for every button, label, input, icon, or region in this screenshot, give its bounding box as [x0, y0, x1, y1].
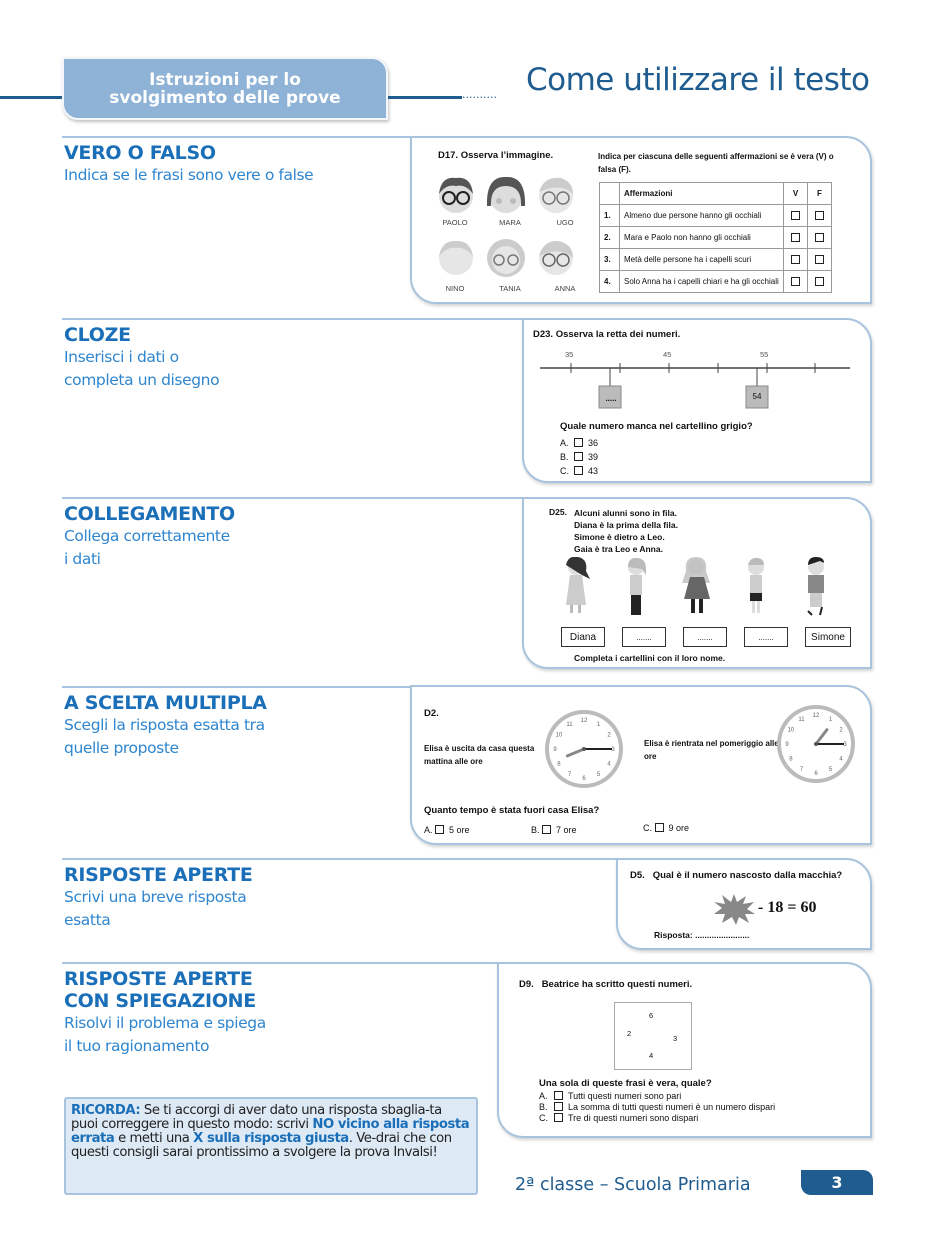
clock-number: 7 [799, 767, 804, 774]
row-statement: Almeno due persone hanno gli occhiali [620, 205, 784, 227]
clock-number: 5 [596, 772, 601, 779]
clock-left [544, 709, 624, 789]
option: B. La somma di tutti questi numeri è un numero dispari [539, 1102, 776, 1112]
clock-number: 2 [839, 727, 843, 734]
ricorda-label: RICORDA: [71, 1103, 141, 1118]
person-label: ANNA [554, 284, 576, 293]
section-desc: il tuo ragionamento [64, 1037, 210, 1055]
section-rule [62, 962, 497, 964]
section-cloze [64, 324, 219, 392]
section-collegamento [64, 503, 235, 571]
options-list [560, 436, 598, 478]
number: 6 [649, 1011, 654, 1020]
people-labels-row2 [430, 284, 590, 293]
section-desc: esatta [64, 911, 111, 929]
question-number: D25. [549, 507, 567, 517]
clock-right [776, 704, 856, 784]
section-risposte-aperte [64, 864, 253, 932]
section-desc: Collega correttamente [64, 527, 230, 545]
section-scelta-multipla [64, 692, 267, 760]
tick-label: 45 [663, 350, 672, 359]
person-label: PAOLO [442, 218, 468, 227]
checkbox[interactable] [574, 466, 583, 475]
checkbox[interactable] [554, 1102, 563, 1111]
true-false-table [599, 182, 832, 293]
header-rule-left [0, 96, 62, 99]
question-heading: D9. Beatrice ha scritto questi numeri. [519, 979, 693, 990]
number: 4 [649, 1051, 654, 1060]
face-mara [487, 177, 525, 213]
checkbox-f[interactable] [815, 233, 824, 242]
answer-line[interactable]: Risposta: ....................... [654, 930, 750, 940]
person-label: NINO [445, 284, 465, 293]
section-risposte-spiegazione [64, 968, 266, 1058]
label-box: Simone [805, 627, 851, 647]
table-row [600, 249, 832, 271]
checkbox-f[interactable] [815, 211, 824, 220]
face-ugo [539, 178, 573, 213]
example-card-scelta-multipla [410, 685, 872, 845]
column-header-v: V [784, 183, 808, 205]
children-illustration [554, 557, 854, 621]
section-desc: Indica se le frasi sono vere o false [64, 166, 314, 184]
row-number: 4. [600, 271, 620, 293]
clock-number: 8 [789, 756, 793, 763]
card-value: 54 [752, 392, 762, 401]
blank-card-text: ..... [605, 394, 617, 403]
clock-number: 3 [611, 747, 615, 753]
equation-text: - 18 = 60 [758, 899, 817, 916]
example-card-cloze [522, 318, 872, 483]
section-title: CLOZE [64, 324, 131, 346]
person-label: UGO [556, 218, 574, 227]
option: C. Tre di questi numeri sono dispari [539, 1113, 699, 1123]
option: B. 39 [560, 452, 599, 462]
label-box-blank[interactable]: ....... [683, 627, 727, 647]
question-text: Quanto tempo è stata fuori casa Elisa? [424, 805, 600, 816]
section-rule [62, 136, 412, 138]
number: 2 [627, 1029, 632, 1038]
checkbox-v[interactable] [791, 233, 800, 242]
right-text: Elisa è rientrata nel pomeriggio alle ore [644, 739, 779, 761]
face-anna [539, 241, 573, 275]
numbers-box [614, 1002, 692, 1070]
section-desc: Scegli la risposta esatta tra [64, 716, 265, 734]
section-desc: Risolvi il problema e spiega [64, 1014, 266, 1032]
label-box-blank[interactable]: ....... [622, 627, 666, 647]
section-title: VERO O FALSO [64, 142, 216, 164]
section-title: A SCELTA MULTIPLA [64, 692, 267, 714]
example-card-risposte-spiegazione [497, 962, 872, 1138]
page-number: 3 [801, 1170, 873, 1195]
clock-number: 10 [555, 732, 563, 739]
column-header-f: F [808, 183, 832, 205]
question-heading: D2. [424, 708, 439, 719]
section-desc: completa un disegno [64, 371, 220, 389]
row-statement: Mara e Paolo non hanno gli occhiali [620, 227, 784, 249]
question-heading: D23. Osserva la retta dei numeri. [533, 329, 681, 340]
section-rule [62, 686, 412, 688]
row-statement: Solo Anna ha i capelli chiari e ha gli occhiali [620, 271, 784, 293]
row-number: 2. [600, 227, 620, 249]
face-nino [439, 241, 473, 275]
section-desc: Inserisci i dati o [64, 348, 179, 366]
clock-number: 7 [567, 772, 572, 779]
person-label: MARA [499, 218, 521, 227]
section-title: RISPOSTE APERTE [64, 968, 253, 990]
section-desc: Scrivi una breve risposta [64, 888, 247, 906]
instruction-text: Indica per ciascuna delle seguenti affermazioni se è vera (V) o falsa (F). [598, 152, 834, 174]
example-card-risposte-aperte [616, 858, 872, 950]
child-4 [748, 558, 764, 613]
header-rule-right [388, 96, 462, 99]
clock-number: 12 [812, 713, 820, 719]
table-row [600, 205, 832, 227]
label-box: Diana [561, 627, 605, 647]
checkbox[interactable] [554, 1113, 563, 1122]
row-number: 1. [600, 205, 620, 227]
faces-illustration [426, 174, 586, 299]
example-card-collegamento [522, 497, 872, 669]
clock-number: 4 [607, 761, 611, 768]
clock-number: 8 [557, 761, 561, 768]
name-labels [561, 627, 851, 647]
column-header: Affermazioni [620, 183, 784, 205]
clock-number: 4 [839, 756, 843, 763]
header-tab [62, 57, 388, 120]
child-2 [628, 558, 646, 615]
option: C. 43 [560, 466, 599, 476]
clock-number: 2 [607, 732, 611, 739]
table-row [600, 271, 832, 293]
ricorda-highlight: X sulla risposta giusta [193, 1131, 349, 1146]
checkbox-f[interactable] [815, 255, 824, 264]
section-desc: i dati [64, 550, 101, 568]
row-number: 3. [600, 249, 620, 271]
clock-number: 1 [828, 716, 833, 723]
section-rule [62, 497, 524, 499]
child-3 [682, 557, 710, 613]
page-title: Come utilizzare il testo [526, 62, 870, 98]
question-heading: D17. Osserva l’immagine. [438, 150, 554, 161]
checkbox[interactable] [435, 825, 444, 834]
example-card-vero-falso [410, 136, 872, 304]
ricorda-note: RICORDA: Se ti accorgi di aver dato una risposta sbaglia-ta puoi correggere in questo modo: scrivi NO vicino alla risposta errata e metti una X sulla risposta giusta. Ve-drai che con questi consigli sarai prontissimo a svolgere la prova Invalsi! [64, 1097, 478, 1195]
table-row [600, 227, 832, 249]
person-label: TANIA [499, 284, 521, 293]
number-line [524, 346, 872, 414]
question-text: Una sola di queste frasi è vera, quale? [539, 1078, 712, 1089]
face-paolo [439, 178, 473, 213]
left-text: Elisa è uscita da casa questa mattina alle ore [424, 744, 535, 766]
checkbox-v[interactable] [791, 277, 800, 286]
section-desc: quelle proposte [64, 739, 179, 757]
section-title-line2: CON SPIEGAZIONE [64, 990, 256, 1012]
clock-number: 6 [582, 776, 586, 782]
header-dots: .......... [462, 88, 497, 101]
question-text: Quale numero manca nel cartellino grigio? [560, 421, 753, 432]
clock-number: 6 [814, 771, 818, 777]
row-statement: Metà delle persone ha i capelli scuri [620, 249, 784, 271]
checkbox[interactable] [574, 452, 583, 461]
option: A. Tutti questi numeri sono pari [539, 1091, 682, 1101]
label-box-blank[interactable]: ....... [744, 627, 788, 647]
number: 3 [673, 1034, 678, 1043]
clock-number: 11 [798, 716, 805, 723]
header-tab-label: Istruzioni per lo svolgimento delle prove [109, 69, 341, 108]
clock-number: 11 [566, 721, 573, 728]
clock-number: 1 [596, 721, 601, 728]
ricorda-highlight: NO vicino alla risposta errata [71, 1117, 470, 1146]
section-rule [62, 318, 524, 320]
option: A. 5 ore [424, 825, 470, 835]
clock-number: 10 [787, 727, 795, 734]
checkbox[interactable] [554, 1091, 563, 1100]
option: C. 9 ore [643, 823, 690, 833]
clock-number: 9 [785, 742, 789, 748]
checkbox[interactable] [542, 825, 551, 834]
checkbox-v[interactable] [791, 211, 800, 220]
question-heading: D5. Qual è il numero nascosto dalla macchia? [630, 870, 843, 881]
clock-number: 12 [580, 718, 588, 724]
ink-blot-icon [712, 892, 756, 926]
checkbox[interactable] [574, 438, 583, 447]
clock-number: 5 [828, 767, 833, 774]
child-diana [566, 557, 590, 613]
clock-number: 9 [553, 747, 557, 753]
question-lines: Alcuni alunni sono in fila. Diana è la prima della fila. Simone è dietro a Leo. Gaia è tra Leo e Anna. [574, 508, 678, 554]
child-simone [808, 557, 824, 615]
instruction-text: Completa i cartellini con il loro nome. [574, 653, 726, 663]
section-title: RISPOSTE APERTE [64, 864, 253, 886]
checkbox[interactable] [655, 823, 664, 832]
footer-text: 2ª classe – Scuola Primaria [515, 1175, 751, 1195]
section-rule [62, 858, 622, 860]
option: B. 7 ore [531, 825, 577, 835]
checkbox-f[interactable] [815, 277, 824, 286]
people-labels-row1 [430, 218, 590, 227]
option: A. 36 [560, 438, 599, 448]
tick-label: 35 [565, 350, 574, 359]
checkbox-v[interactable] [791, 255, 800, 264]
face-tania [487, 239, 525, 277]
section-vero-falso [64, 142, 313, 187]
clock-number: 3 [843, 742, 847, 748]
tick-label: 55 [760, 350, 769, 359]
section-title: COLLEGAMENTO [64, 503, 235, 525]
options-list [539, 1091, 775, 1124]
table-header-row [600, 183, 832, 205]
